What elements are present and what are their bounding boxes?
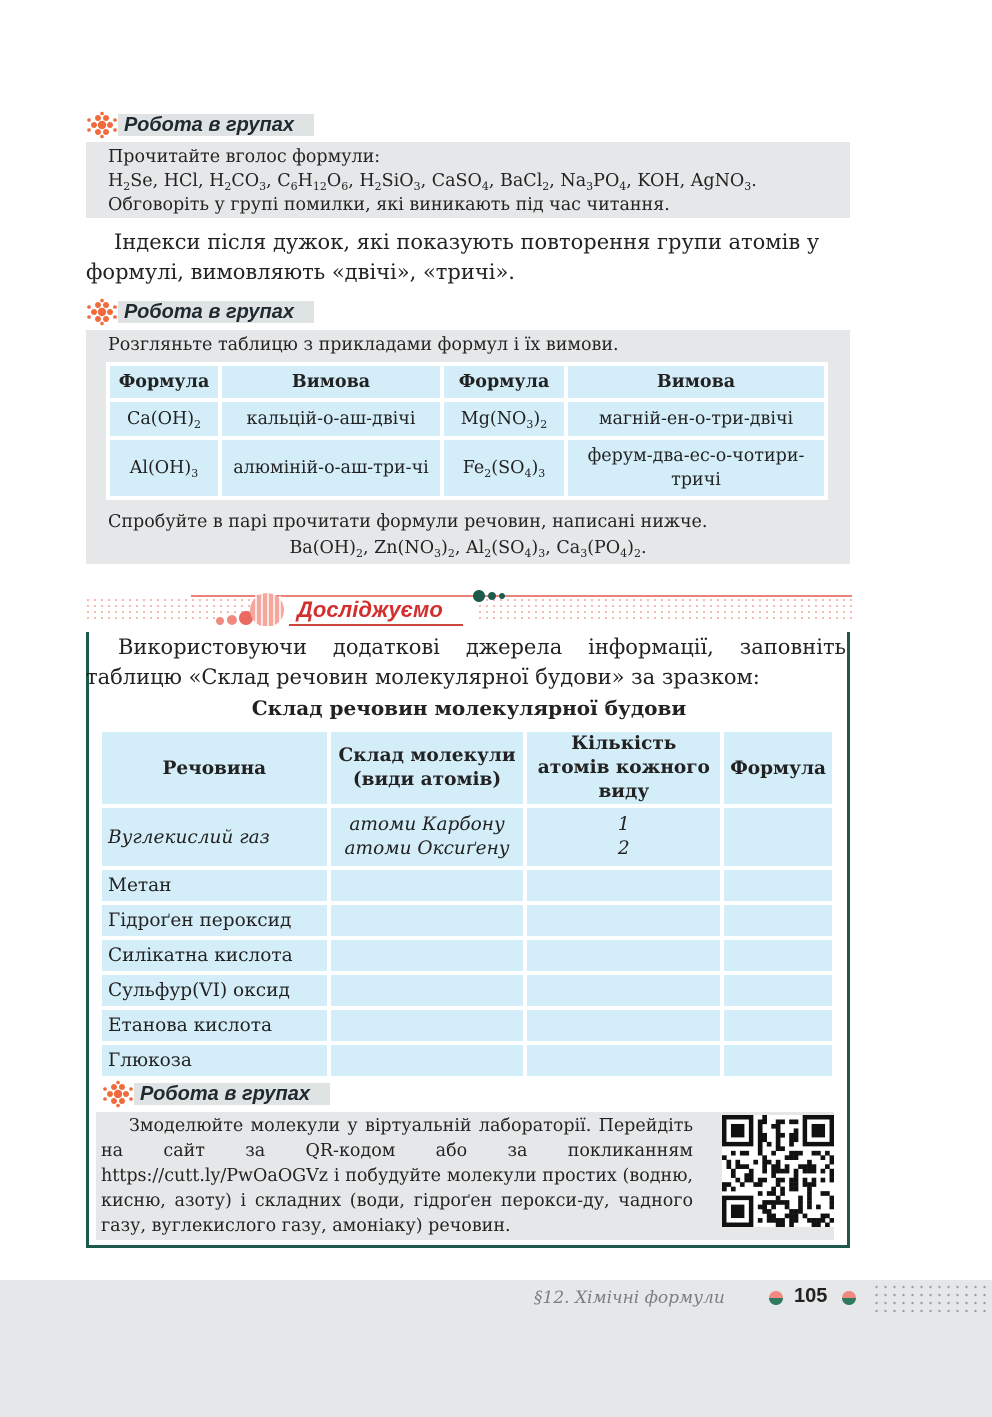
pronunciation-cell: кальцій-о-аш-двічі [222,402,440,436]
group-dots-icon [86,298,118,326]
substance-cell: Глюкоза [102,1045,327,1076]
formula-cell [724,1010,832,1041]
col-header: Формула [110,366,218,398]
group-work-header-3 [102,1082,330,1106]
group-dots-icon [102,1080,134,1108]
research-header [86,586,852,626]
table-row [102,1010,832,1041]
substance-cell: Сульфур(VI) оксид [102,975,327,1006]
group-work-box-1 [86,142,850,218]
substance-cell: Етанова кислота [102,1010,327,1041]
formula-cell [724,940,832,971]
formula-cell: $Ca(OH)_2$ [110,402,218,436]
formula-cell [724,808,832,866]
col-header: Склад молекули (види атомів) [331,732,524,804]
research-decoration-icon [86,586,852,626]
instruction-text-2: Спробуйте в парі прочитати формули речовин, написані нижче. [108,512,708,532]
group-work-title: Робота в групах [134,1083,330,1105]
formula-cell [724,905,832,936]
count-cell [527,1045,720,1076]
table-row [102,975,832,1006]
substance-cell: Вуглекислий газ [102,808,327,866]
table-row [102,940,832,971]
group-work-title: Робота в групах [118,114,314,136]
page-number: 105 [794,1285,828,1307]
col-header: Вимова [222,366,440,398]
pronunciation-cell: ферум-два-ес-о-чотири-тричі [568,440,824,496]
paragraph-indices: Індекси після дужок, які показують повторення групи атомів у формулі, вимовляють «двічі», «тричі». [86,230,820,284]
atoms-cell [331,870,524,901]
group-work-header-2 [86,300,314,324]
instruction-text: Розгляньте таблицю з прикладами формул і їх вимови. [108,335,619,355]
formula-list-2: $Ba(OH)_2$, $Zn(NO_3)_2$, $Al_2(SO_4)_3$, $Ca_3(PO_4)_2$. [289,538,647,560]
count-cell [527,1010,720,1041]
table-row [102,905,832,936]
instruction-text-2: Обговоріть у групі помилки, які виникають під час читання. [108,195,670,215]
col-header: Кількість атомів кожного виду [527,732,720,804]
col-header: Формула [724,732,832,804]
substance-cell: Метан [102,870,327,901]
title-underline [289,624,463,626]
count-cell [527,905,720,936]
substance-cell: Гідроґен пероксид [102,905,327,936]
qr-code-icon[interactable] [722,1115,834,1227]
count-cell [527,940,720,971]
research-intro: Використовуючи додаткові джерела інформації, заповніть таблицю «Склад речовин молекулярної будови» за зразком: [86,635,846,689]
group-work-title: Робота в групах [118,301,314,323]
table-row [102,1045,832,1076]
table-row [110,440,824,496]
atoms-cell [331,905,524,936]
dots-decoration [872,1283,992,1313]
group-dots-icon [86,111,118,139]
formula-cell: $Mg(NO_3)_2$ [444,402,564,436]
col-header: Вимова [568,366,824,398]
formula-list: $H_2Se$, HCl, $H_2CO_3$, $C_6H_{12}O_6$, $H_2SiO_3$, CaSO$_4$, BaCl$_2$, $Na_3PO_4$, KOH, AgNO$_3$. [108,171,757,193]
pronunciation-cell: магній-ен-о-три-двічі [568,402,824,436]
group-work-header-1 [86,113,314,137]
pronunciation-table [106,362,828,500]
section-title: §12. Хімічні формули [534,1288,725,1308]
page-footer [0,1280,992,1417]
table-title: Склад речовин молекулярної будови [251,696,687,720]
page-dot-icon [769,1291,783,1305]
research-title: Досліджуємо [295,597,449,623]
col-header: Формула [444,366,564,398]
virtual-lab-text: Змоделюйте молекули у віртуальній лабораторії. Перейдіть на сайт за QR-кодом або за покликанням https://cutt.ly/PwOaOGVz і побудуйте молекули простих (водню, кисню, азоту) і складних (води, гідроґен перокси-ду, чадного газу, вуглекислого газу, амоніаку) речовин. [101,1116,693,1236]
count-cell [527,975,720,1006]
atoms-cell [331,975,524,1006]
formula-cell [724,975,832,1006]
table-row [110,402,824,436]
page-dot-icon [842,1291,856,1305]
group-work-box-3 [96,1112,834,1240]
table-row-example [102,808,832,866]
formula-cell: $Fe_2(SO_4)_3$ [444,440,564,496]
formula-cell [724,870,832,901]
atoms-cell [331,940,524,971]
group-work-box-2 [86,330,850,564]
atoms-cell [331,1010,524,1041]
count-cell: 1 2 [527,808,720,866]
instruction-text: Прочитайте вголос формули: [108,147,381,167]
pronunciation-cell: алюміній-о-аш-три-чі [222,440,440,496]
col-header: Речовина [102,732,327,804]
composition-table [98,728,836,1080]
atoms-cell: атоми Карбону атоми Оксиґену [331,808,524,866]
count-cell [527,870,720,901]
atoms-cell [331,1045,524,1076]
substance-cell: Силікатна кислота [102,940,327,971]
formula-cell [724,1045,832,1076]
table-row [102,870,832,901]
formula-cell: $Al(OH)_3$ [110,440,218,496]
